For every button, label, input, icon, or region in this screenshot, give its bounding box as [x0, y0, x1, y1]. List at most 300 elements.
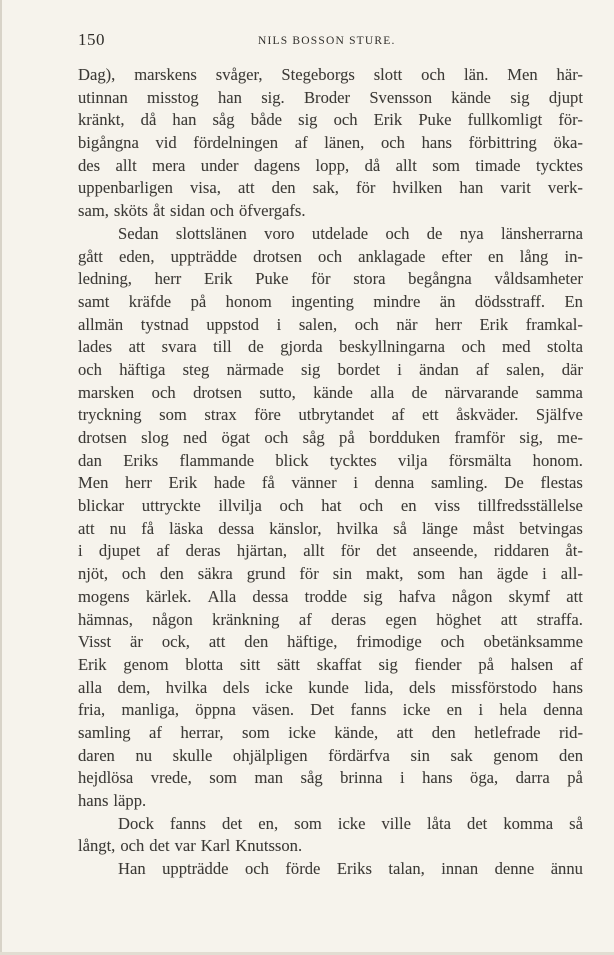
word: dödsstraff.: [474, 291, 546, 311]
word: öfvergafs.: [239, 201, 306, 221]
word: i: [78, 541, 83, 561]
word: betvingas: [519, 518, 583, 538]
word: läska: [169, 518, 204, 538]
word: för: [299, 564, 319, 584]
word: och: [264, 428, 289, 447]
word: som: [417, 564, 445, 584]
word: som: [242, 722, 270, 742]
word: timade: [475, 155, 521, 175]
word: icke: [265, 677, 293, 697]
word: herr: [154, 269, 182, 289]
word: till: [213, 337, 232, 357]
word: Visst: [78, 632, 112, 652]
word: och: [385, 223, 410, 243]
word: af: [294, 133, 308, 153]
word: icke: [288, 722, 316, 742]
word: marskens: [134, 65, 197, 84]
word: gått: [78, 246, 103, 266]
word: för: [340, 541, 361, 561]
word: ledning,: [78, 269, 132, 289]
text-line: [78, 813, 583, 836]
word: deras: [185, 541, 221, 561]
text-line: [78, 382, 583, 405]
word: på: [478, 654, 495, 674]
word: öga,: [470, 768, 499, 788]
word: svara: [161, 337, 197, 357]
word: me-: [557, 428, 583, 447]
word: straffa.: [536, 609, 583, 629]
word: djupt: [548, 87, 583, 107]
text-line: [78, 540, 583, 563]
word: halsen: [510, 654, 554, 674]
running-head: [78, 30, 583, 54]
word: ännu: [550, 859, 583, 879]
word: Stegeborgs: [281, 65, 355, 84]
word: af: [391, 405, 405, 425]
word: Dock: [118, 813, 154, 833]
text-line: [78, 246, 583, 269]
word: fiender: [414, 654, 462, 674]
word: dagens: [253, 155, 301, 175]
text-line: [78, 858, 583, 881]
word: sig: [378, 654, 398, 674]
text-line: [78, 427, 583, 450]
word: marsken: [78, 382, 135, 402]
word: tillfredsställelse: [477, 496, 583, 516]
word: flammande: [179, 450, 255, 470]
word: försmälta: [448, 450, 512, 470]
word: sätt: [276, 654, 301, 674]
word: framkal-: [525, 314, 583, 334]
word: kände: [313, 382, 353, 402]
word: af: [149, 722, 162, 742]
text-line: [78, 677, 583, 700]
word: vilja: [398, 450, 428, 470]
word: för-: [558, 110, 583, 130]
word: i: [397, 359, 402, 379]
word: blickar: [78, 496, 125, 516]
text-line: [78, 790, 583, 813]
word: all-: [560, 564, 583, 584]
word: alla: [78, 677, 102, 697]
word: att: [237, 178, 255, 198]
word: på: [339, 428, 355, 447]
word: i: [276, 314, 282, 334]
word: och: [461, 337, 486, 357]
word: sitt: [239, 654, 261, 674]
word: gjorda: [280, 337, 323, 357]
word: som: [209, 768, 237, 788]
word: anklagade: [358, 246, 426, 266]
word: sak: [450, 745, 473, 765]
word: det: [467, 813, 488, 833]
word: tystnad: [140, 314, 189, 334]
word: frimodige: [356, 632, 422, 652]
word: för: [311, 269, 331, 289]
word: darra: [515, 768, 550, 788]
word: utdelade: [311, 223, 369, 243]
word: eden,: [119, 246, 155, 266]
word: af: [570, 654, 583, 674]
word: honom: [225, 291, 272, 311]
word: som: [159, 405, 187, 425]
word: samling: [78, 722, 131, 742]
word: illvilja: [218, 496, 262, 516]
word: hvilka: [165, 677, 208, 697]
text-line: [78, 654, 583, 677]
word: uppträdde: [170, 246, 237, 266]
word: tryckning: [78, 405, 142, 425]
text-line: [78, 563, 583, 586]
text-line: [78, 268, 583, 291]
word: Erik: [479, 314, 509, 334]
text-line: [78, 699, 583, 722]
word: njöt,: [78, 564, 108, 584]
word: och: [333, 110, 358, 130]
word: då: [364, 155, 381, 175]
word: misstog: [147, 87, 199, 107]
word: någon: [451, 586, 493, 606]
word: han: [459, 178, 484, 198]
word: hade: [213, 473, 246, 493]
word: rid-: [559, 722, 583, 742]
word: Dag),: [78, 65, 116, 84]
word: genom: [493, 745, 539, 765]
word: skymf: [508, 586, 551, 606]
word: sidan: [170, 201, 206, 221]
word: dels: [408, 677, 436, 697]
body-text: [78, 64, 583, 881]
word: mogens: [78, 586, 130, 606]
word: länen,: [324, 133, 365, 153]
word: voro: [264, 223, 295, 243]
word: är: [130, 632, 143, 652]
word: samma: [535, 382, 583, 402]
word: Broder: [303, 87, 351, 107]
word: och: [354, 314, 379, 334]
text-line: [78, 495, 583, 518]
word: få: [141, 518, 155, 538]
word: sig: [510, 87, 530, 107]
word: Eriks: [123, 450, 159, 470]
word: sig.: [261, 87, 285, 107]
word: samling.: [430, 473, 488, 493]
word: sig: [300, 359, 321, 379]
word: manliga,: [121, 700, 180, 720]
word: kunde: [308, 677, 349, 697]
word: var: [174, 836, 196, 856]
word: fanns: [169, 813, 206, 833]
word: än: [439, 291, 456, 311]
text-line: [78, 291, 583, 314]
word: här-: [556, 65, 583, 84]
word: i: [400, 768, 405, 788]
text-line: [78, 87, 583, 110]
word: drotsen: [193, 382, 242, 402]
word: och: [359, 496, 384, 516]
text-line: [78, 64, 583, 87]
word: slottslänen: [175, 223, 247, 243]
word: hans: [421, 133, 452, 153]
word: en: [488, 246, 504, 266]
word: som: [432, 155, 460, 175]
word: sköts: [113, 201, 149, 221]
word: så: [569, 813, 583, 833]
word: att: [500, 609, 518, 629]
word: dessa: [218, 518, 255, 538]
word: begångna: [408, 269, 472, 289]
text-line: [78, 631, 583, 654]
word: verk-: [547, 178, 583, 198]
word: allt: [395, 155, 417, 175]
word: tycktes: [535, 155, 583, 175]
word: blotta: [185, 654, 224, 674]
word: uppstod: [206, 314, 259, 334]
word: ägde: [496, 564, 529, 584]
word: åt: [153, 201, 165, 221]
word: mindre: [373, 291, 421, 311]
word: tycktes: [329, 450, 377, 470]
word: icke: [337, 813, 366, 833]
word: länsherrarna: [500, 223, 583, 243]
word: lopp,: [315, 155, 350, 175]
word: på: [567, 768, 583, 788]
word: med: [501, 337, 531, 357]
text-line: [78, 200, 583, 223]
word: bordduken: [369, 428, 441, 447]
word: sutto,: [259, 382, 296, 402]
word: blick: [275, 450, 309, 470]
word: utinnan: [78, 87, 128, 107]
scan-edge-left: [0, 0, 2, 955]
word: och: [380, 133, 405, 153]
word: i: [353, 473, 358, 493]
word: det: [376, 541, 397, 561]
word: kärlek.: [145, 586, 192, 606]
word: Erik: [78, 654, 107, 674]
word: uppträdde: [162, 859, 229, 879]
word: denna: [543, 700, 583, 720]
word: Erik: [373, 110, 403, 130]
word: denna: [374, 473, 415, 493]
word: kände,: [334, 722, 379, 742]
word: drotsen: [78, 428, 127, 447]
word: svåger,: [215, 65, 263, 84]
word: innan: [441, 859, 479, 879]
word: Han: [118, 859, 146, 879]
word: Eriks: [336, 859, 372, 879]
word: den: [271, 178, 296, 198]
word: fullkomligt: [467, 110, 543, 130]
word: obetänksamme: [483, 632, 583, 652]
word: Knutsson.: [235, 836, 303, 856]
word: En: [564, 291, 583, 311]
word: såg: [300, 768, 323, 788]
word: hela: [499, 700, 528, 720]
word: hvilken: [392, 178, 443, 198]
word: häftiga: [119, 359, 166, 379]
text-line: [78, 404, 583, 427]
word: förbittring: [468, 133, 537, 153]
word: herrar,: [180, 722, 224, 742]
word: stolta: [547, 337, 583, 357]
word: daren: [78, 745, 115, 765]
word: egen: [385, 609, 417, 629]
word: såg: [212, 110, 235, 130]
word: ögat: [221, 428, 251, 447]
word: kränkning: [212, 609, 280, 629]
word: måst: [472, 518, 505, 538]
word: och: [210, 201, 234, 221]
word: Karl: [200, 836, 231, 856]
word: han: [217, 87, 242, 107]
word: genom: [123, 654, 169, 674]
word: flestas: [540, 473, 583, 493]
word: säkra: [197, 564, 233, 584]
word: trodde: [304, 586, 347, 606]
word: skaffat: [316, 654, 362, 674]
word: Puke: [255, 269, 289, 289]
word: grund: [246, 564, 286, 584]
word: stora: [353, 269, 386, 289]
word: dem,: [117, 677, 151, 697]
word: makt,: [366, 564, 404, 584]
word: icke: [402, 700, 431, 720]
word: uttryckte: [141, 496, 201, 516]
word: fördelningen: [193, 133, 279, 153]
word: Det: [310, 700, 335, 720]
word: de: [248, 337, 264, 357]
word: mera: [152, 155, 186, 175]
word: in-: [564, 246, 583, 266]
word: dessa: [252, 586, 289, 606]
text-line: [78, 609, 583, 632]
word: dan: [78, 450, 102, 470]
text-line: [78, 132, 583, 155]
word: nya: [459, 223, 484, 243]
word: framför: [454, 428, 506, 447]
word: Men: [78, 473, 109, 493]
word: hat: [321, 496, 342, 516]
word: allt: [303, 541, 325, 561]
word: kränkt,: [78, 110, 125, 130]
word: slott: [373, 65, 403, 84]
word: efter: [441, 246, 472, 266]
word: Puke: [418, 110, 452, 130]
word: djupet: [98, 541, 141, 561]
word: vid: [155, 133, 177, 153]
text-line: [78, 722, 583, 745]
word: visa,: [190, 178, 221, 198]
word: han: [172, 110, 197, 130]
word: under: [200, 155, 239, 175]
word: ohjälpligen: [232, 745, 308, 765]
word: kände: [451, 87, 491, 107]
word: våldsamheter: [494, 269, 583, 289]
text-line: [78, 314, 583, 337]
word: för: [356, 178, 376, 198]
word: den: [244, 632, 269, 652]
text-line: [78, 359, 583, 382]
word: länge: [421, 518, 458, 538]
word: talan,: [388, 859, 425, 879]
word: sig: [363, 586, 383, 606]
word: denne: [494, 859, 535, 879]
word: nu: [135, 745, 153, 765]
word: att: [128, 337, 146, 357]
word: dels: [222, 677, 250, 697]
word: den: [159, 564, 184, 584]
word: beskyllningarna: [339, 337, 446, 357]
word: de: [426, 223, 443, 243]
word: af: [476, 359, 489, 379]
word: höghet: [436, 609, 482, 629]
word: i: [478, 700, 484, 720]
word: sak,: [312, 178, 339, 198]
text-line: [78, 518, 583, 541]
word: och: [78, 359, 102, 379]
word: och: [440, 632, 465, 652]
word: Själfve: [535, 405, 583, 425]
word: en,: [258, 813, 279, 833]
word: af: [156, 541, 170, 561]
word: lades: [78, 337, 113, 357]
word: sig: [298, 110, 318, 130]
word: missförstodo: [451, 677, 537, 697]
word: lång: [519, 246, 549, 266]
word: att: [78, 518, 95, 538]
word: fria,: [78, 700, 106, 720]
text-line: [78, 336, 583, 359]
page-number: 150: [78, 30, 105, 49]
word: den: [431, 722, 456, 742]
word: väsen.: [252, 700, 295, 720]
word: herr: [435, 314, 462, 334]
word: ock,: [161, 632, 190, 652]
word: brinna: [340, 768, 383, 788]
word: lida,: [364, 677, 394, 697]
word: känslor,: [269, 518, 322, 538]
word: alla: [370, 382, 395, 402]
word: salen,: [506, 359, 545, 379]
text-line: [78, 109, 583, 132]
word: nu: [109, 518, 127, 538]
word: vänner: [291, 473, 337, 493]
word: sin: [332, 564, 353, 584]
word: Erik: [168, 473, 198, 493]
word: och: [121, 564, 146, 584]
word: af: [298, 609, 312, 629]
word: i: [542, 564, 547, 584]
word: honom.: [532, 450, 583, 470]
word: allt: [115, 155, 137, 175]
word: deras: [331, 609, 367, 629]
word: drotsen: [253, 246, 302, 266]
word: före: [254, 405, 281, 425]
word: på: [190, 291, 207, 311]
word: Men: [507, 65, 538, 84]
word: låta: [427, 813, 451, 833]
word: anseende,: [412, 541, 478, 561]
word: man: [254, 768, 284, 788]
word: fanns: [350, 700, 387, 720]
word: ändan: [419, 359, 459, 379]
word: bordet: [337, 359, 381, 379]
word: des: [78, 155, 101, 175]
word: att: [566, 586, 583, 606]
word: strax: [204, 405, 237, 425]
word: ned: [183, 428, 208, 447]
